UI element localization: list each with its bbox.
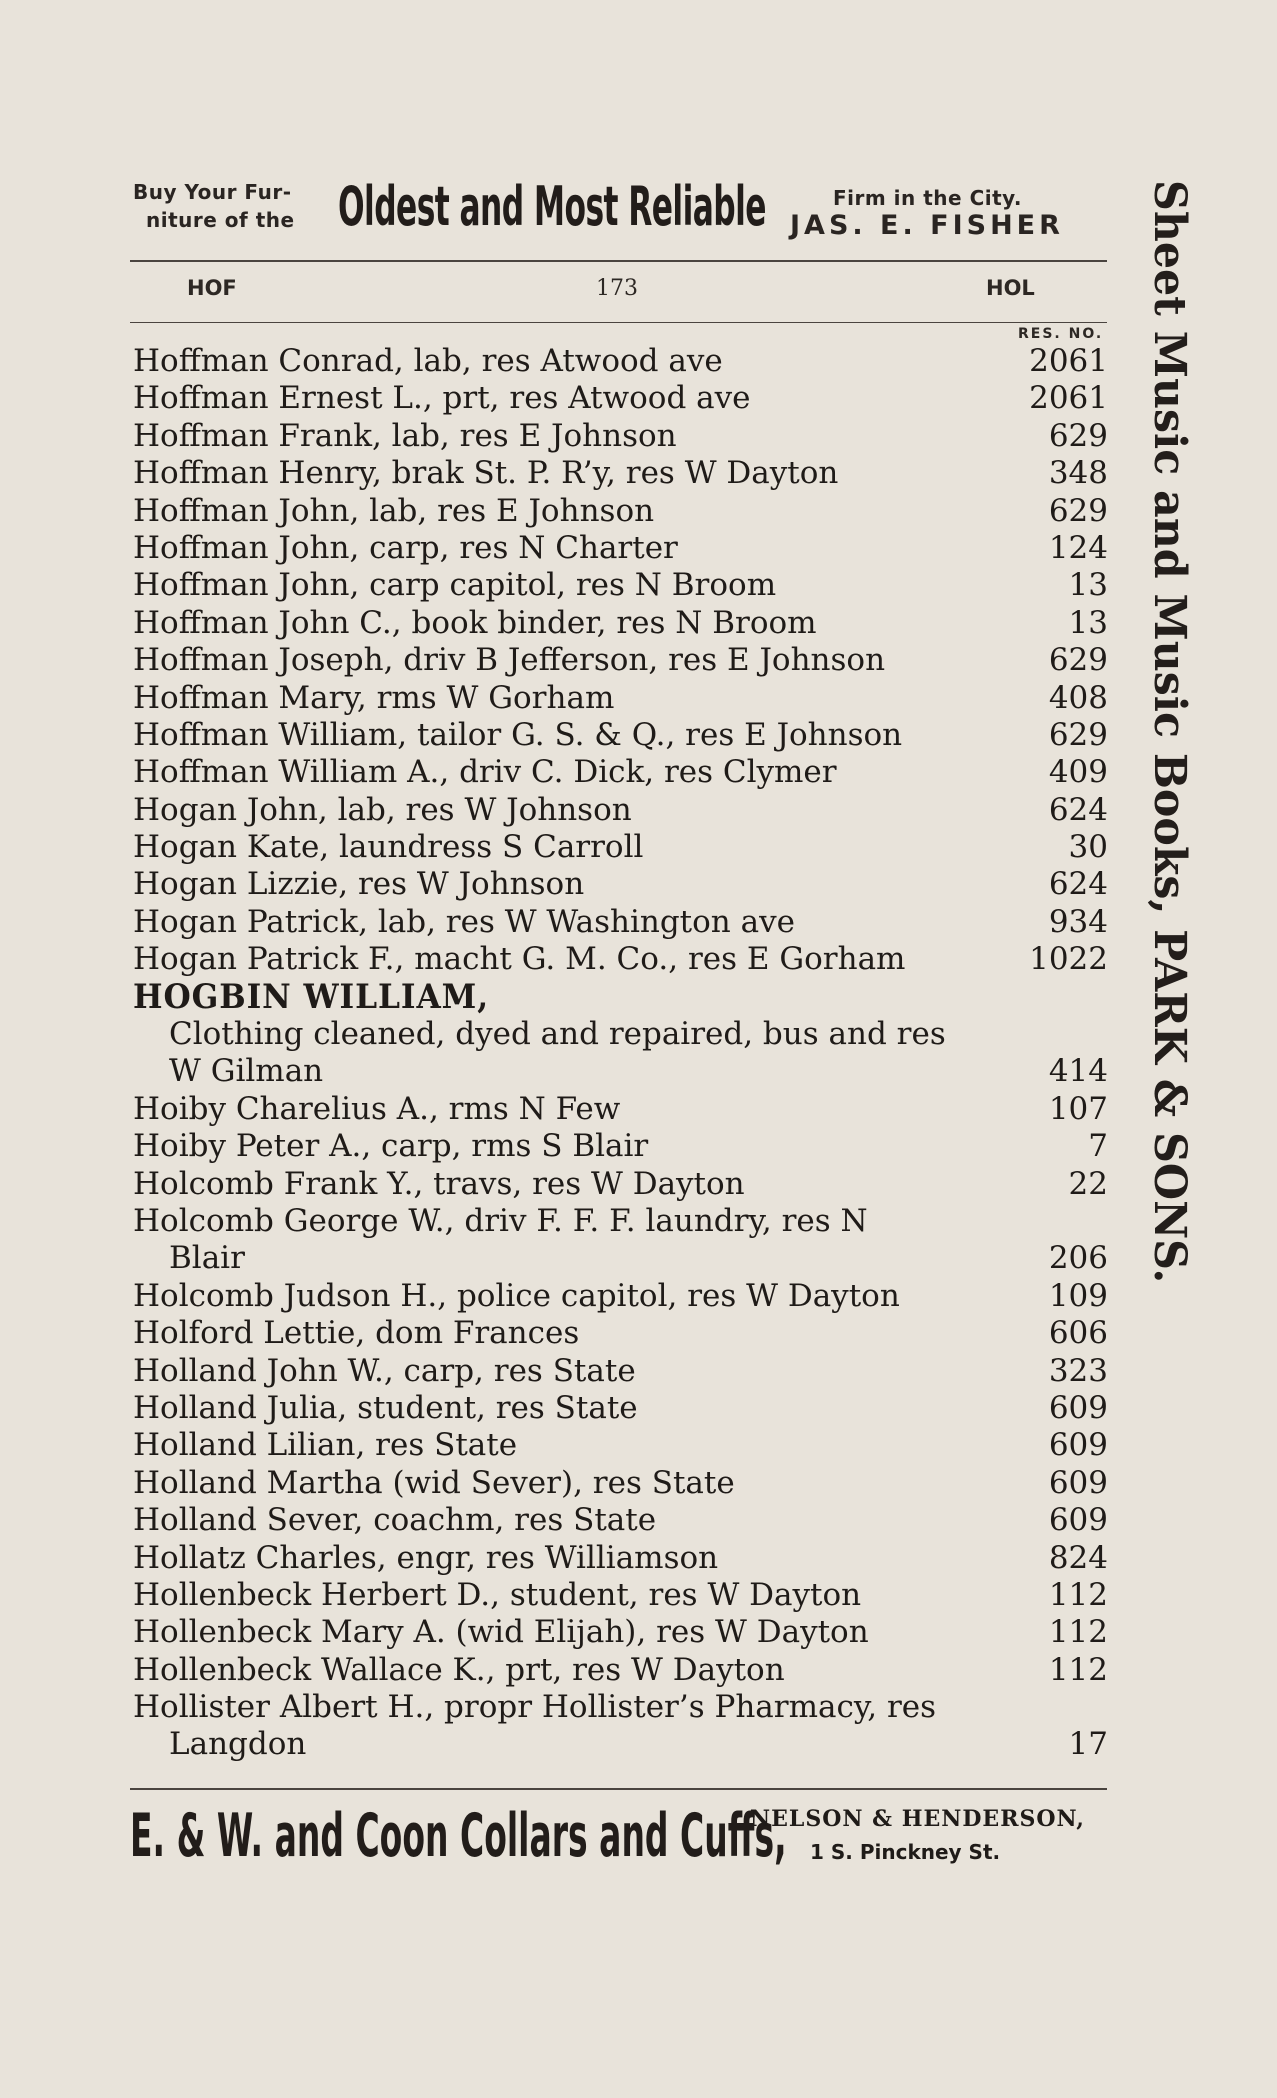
entry-residence-number: 124 xyxy=(1048,529,1108,566)
ad-left-line-1: Buy Your Fur- xyxy=(133,180,292,204)
entry-residence-number: 109 xyxy=(1048,1277,1108,1314)
directory-entry xyxy=(133,680,1108,717)
entry-residence-number: 2061 xyxy=(1029,343,1108,379)
entry-residence-number: 609 xyxy=(1048,1427,1108,1464)
top-rule xyxy=(130,260,1107,262)
entry-name: Hogan Kate, laundress S Carroll xyxy=(133,829,644,866)
entry-residence-number: 624 xyxy=(1048,866,1108,903)
entry-name: Hoffman Conrad, lab, res Atwood ave xyxy=(133,343,723,379)
entry-name: Holland John W., carp, res State xyxy=(133,1352,636,1389)
entry-residence-number: 409 xyxy=(1048,754,1108,791)
bottom-rule xyxy=(130,1788,1107,1790)
entry-residence-number: 112 xyxy=(1048,1614,1108,1651)
entry-name: Hoffman Ernest L., prt, res Atwood ave xyxy=(133,380,751,417)
bottom-ad-address: 1 S. Pinckney St. xyxy=(810,1840,1001,1864)
directory-entry xyxy=(133,1016,1108,1053)
directory-entry xyxy=(133,1315,1108,1352)
entry-residence-number: 824 xyxy=(1048,1539,1108,1576)
directory-entry xyxy=(133,1689,1108,1726)
bottom-advertisement xyxy=(130,1800,1110,1880)
entry-residence-number: 323 xyxy=(1048,1352,1108,1389)
entry-residence-number: 17 xyxy=(1068,1726,1108,1763)
entry-name: Hoffman John, carp capitol, res N Broom xyxy=(133,567,777,604)
entry-residence-number: 629 xyxy=(1048,716,1108,753)
running-head-left: HOF xyxy=(187,276,237,300)
directory-entry xyxy=(133,1465,1108,1502)
entry-name: Holland Lilian, res State xyxy=(133,1427,518,1464)
directory-entry xyxy=(133,717,1108,754)
entry-name: Hoffman John C., book binder, res N Broom xyxy=(133,604,817,641)
entry-name: Holland Sever, coachm, res State xyxy=(133,1502,657,1539)
entry-residence-number: 22 xyxy=(1068,1165,1108,1202)
directory-entry xyxy=(133,1128,1108,1165)
directory-entry xyxy=(133,1091,1108,1128)
entry-name: Hoffman Henry, brak St. P. R’y, res W Dayton xyxy=(133,455,839,492)
directory-entry xyxy=(133,455,1108,492)
entry-residence-number: 348 xyxy=(1048,455,1108,492)
entry-name: Hollatz Charles, engr, res Williamson xyxy=(133,1539,719,1576)
directory-entry xyxy=(133,941,1108,978)
entry-name: Hollenbeck Herbert D., student, res W Dayton xyxy=(133,1576,862,1613)
directory-entry xyxy=(133,380,1108,417)
entry-name: Hoffman John, carp, res N Charter xyxy=(133,529,678,566)
directory-entry xyxy=(133,567,1108,604)
entry-residence-number: 30 xyxy=(1068,829,1108,866)
entry-residence-number: 629 xyxy=(1048,417,1108,454)
entry-residence-number: 7 xyxy=(1088,1128,1108,1165)
entry-name: Hollenbeck Mary A. (wid Elijah), res W Dayton xyxy=(133,1614,869,1651)
entry-residence-number: 13 xyxy=(1068,567,1108,604)
page-number: 173 xyxy=(596,276,638,301)
directory-entry xyxy=(133,343,1108,380)
directory-entry xyxy=(133,754,1108,791)
directory-entry xyxy=(133,493,1108,530)
directory-entry xyxy=(133,866,1108,903)
entry-name: Hoffman Mary, rms W Gorham xyxy=(133,679,615,716)
directory-entry xyxy=(133,829,1108,866)
top-advertisement xyxy=(130,172,1110,260)
directory-entry xyxy=(133,1540,1108,1577)
directory-entry xyxy=(133,605,1108,642)
entry-residence-number: 609 xyxy=(1048,1502,1108,1539)
head-rule-right xyxy=(550,322,1107,323)
entry-name: Hogan John, lab, res W Johnson xyxy=(133,791,632,828)
entry-name: Hoffman Frank, lab, res E Johnson xyxy=(133,417,677,454)
bottom-ad-firm: NELSON & HENDERSON, xyxy=(750,1806,1085,1832)
directory-entry xyxy=(133,530,1108,567)
entry-name: Hogan Lizzie, res W Johnson xyxy=(133,866,585,903)
running-head xyxy=(130,272,1107,308)
column-label: RES. NO. xyxy=(1018,326,1104,342)
directory-entries xyxy=(133,343,1108,1764)
entry-residence-number: 629 xyxy=(1048,492,1108,529)
entry-residence-number: 112 xyxy=(1048,1651,1108,1688)
entry-residence-number: 2061 xyxy=(1029,380,1108,417)
entry-name: Hoffman William, tailor G. S. & Q., res E Johnson xyxy=(133,716,903,753)
directory-entry xyxy=(133,1166,1108,1203)
entry-name: Holland Martha (wid Sever), res State xyxy=(133,1464,735,1501)
entry-residence-number: 624 xyxy=(1048,791,1108,828)
entry-residence-number: 13 xyxy=(1068,604,1108,641)
entry-name: Hollenbeck Wallace K., prt, res W Dayton xyxy=(133,1651,785,1688)
directory-entry xyxy=(133,1390,1108,1427)
directory-entry xyxy=(133,1353,1108,1390)
entry-name: Hogan Patrick F., macht G. M. Co., res E Gorham xyxy=(133,941,906,978)
entry-residence-number: 112 xyxy=(1048,1576,1108,1613)
directory-entry xyxy=(133,1614,1108,1651)
entry-residence-number: 414 xyxy=(1048,1053,1108,1090)
entry-name: Hogan Patrick, lab, res W Washington ave xyxy=(133,903,795,940)
ad-headline: Oldest and Most Reliable xyxy=(338,175,766,238)
directory-entry xyxy=(133,1726,1108,1763)
entry-name: Hoiby Charelius A., rms N Few xyxy=(133,1090,621,1127)
entry-name: Blair xyxy=(169,1240,245,1277)
directory-entry xyxy=(133,1203,1108,1240)
entry-residence-number: 408 xyxy=(1048,679,1108,716)
margin-advertisement-text: Sheet Music and Music Books, PARK & SONS. xyxy=(1144,180,1195,1284)
directory-entry xyxy=(133,1502,1108,1539)
entry-name: Holcomb Frank Y., travs, res W Dayton xyxy=(133,1165,745,1202)
entry-residence-number: 107 xyxy=(1048,1090,1108,1127)
entry-name: Langdon xyxy=(169,1726,307,1763)
entry-residence-number: 609 xyxy=(1048,1464,1108,1501)
entry-name: W Gilman xyxy=(169,1053,324,1090)
entry-name: Holcomb George W., driv F. F. F. laundry, res N xyxy=(133,1202,868,1239)
running-head-right: HOL xyxy=(986,276,1035,300)
entry-residence-number: 606 xyxy=(1048,1315,1108,1352)
directory-entry xyxy=(133,642,1108,679)
entry-residence-number: 1022 xyxy=(1029,941,1108,978)
directory-entry xyxy=(133,1652,1108,1689)
entry-name: Hollister Albert H., propr Hollister’s Pharmacy, res xyxy=(133,1689,937,1726)
directory-entry xyxy=(133,1278,1108,1315)
entry-name: Hoffman Joseph, driv B Jefferson, res E Johnson xyxy=(133,642,886,679)
ad-right-line-1: Firm in the City. xyxy=(833,186,1022,210)
entry-name: Hoffman William A., driv C. Dick, res Clymer xyxy=(133,754,837,791)
ad-right-line-2: JAS. E. FISHER xyxy=(790,210,1064,241)
entry-name: Holford Lettie, dom Frances xyxy=(133,1315,580,1352)
entry-name: Clothing cleaned, dyed and repaired, bus and res xyxy=(169,1016,946,1053)
entry-name: Holcomb Judson H., police capitol, res W Dayton xyxy=(133,1277,900,1314)
directory-entry xyxy=(133,1577,1108,1614)
entry-residence-number: 206 xyxy=(1048,1240,1108,1277)
ad-left-line-2: niture of the xyxy=(146,208,295,232)
directory-entry xyxy=(133,1427,1108,1464)
head-rule-left xyxy=(130,322,550,323)
entry-residence-number: 629 xyxy=(1048,642,1108,679)
entry-name: HOGBIN WILLIAM, xyxy=(133,976,490,1017)
bottom-ad-headline: E. & W. and Coon Collars and Cuffs, xyxy=(130,1801,787,1871)
directory-entry xyxy=(133,1053,1108,1090)
entry-name: Hoiby Peter A., carp, rms S Blair xyxy=(133,1128,649,1165)
entry-residence-number: 609 xyxy=(1048,1389,1108,1426)
entry-residence-number: 934 xyxy=(1048,903,1108,940)
directory-entry xyxy=(133,1240,1108,1277)
directory-entry xyxy=(133,976,1108,1017)
directory-entry xyxy=(133,904,1108,941)
entry-name: Hoffman John, lab, res E Johnson xyxy=(133,492,655,529)
directory-entry xyxy=(133,418,1108,455)
entry-name: Holland Julia, student, res State xyxy=(133,1389,638,1426)
directory-entry xyxy=(133,792,1108,829)
